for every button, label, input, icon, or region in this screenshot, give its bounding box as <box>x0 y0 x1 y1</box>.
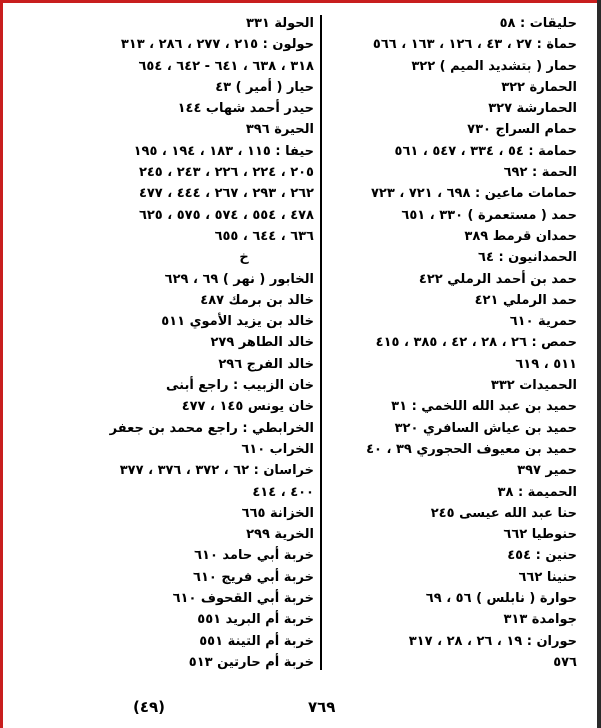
index-entry: حنا عبد الله عيسى ٢٤٥ <box>430 505 577 521</box>
index-entry: خالد الطاهر ٢٧٩ <box>210 335 314 351</box>
index-entry: حميد بن عبد الله اللخمي : ٣١ <box>391 399 577 415</box>
index-entry: حليقات : ٥٨ <box>499 16 577 31</box>
index-entry: حمام السراج ٧٣٠ <box>467 122 577 138</box>
index-entry: ٤٧٨ ، ٥٥٤ ، ٥٧٤ ، ٥٧٥ ، ٦٢٥ <box>138 207 314 223</box>
index-entry: حوارة ( نابلس ) ٥٦ ، ٦٩ <box>425 591 577 607</box>
index-entry: الحميمة : ٣٨ <box>497 484 577 500</box>
index-entry: خربة أم حارتين ٥١٣ <box>188 654 314 670</box>
index-entry: خالد بن برمك ٤٨٧ <box>200 292 314 308</box>
index-entry: ٥١١ ، ٦١٩ <box>515 356 577 372</box>
index-entry: حمدان قرمط ٣٨٩ <box>464 228 577 244</box>
index-entry: حيدر أحمد شهاب ١٤٤ <box>177 101 314 117</box>
index-entry: خان يونس ١٤٥ ، ٤٧٧ <box>181 399 314 415</box>
index-entry: حمير ٣٩٧ <box>517 463 577 479</box>
index-entry: ٦٣٦ ، ٦٤٤ ، ٦٥٥ <box>214 228 314 244</box>
page-number: ٧٦٩ <box>308 698 336 716</box>
index-entry: خربة أم البريد ٥٥١ <box>197 612 314 628</box>
index-entry: ٢٦٢ ، ٢٩٣ ، ٢٦٧ ، ٤٤٤ ، ٤٧٧ <box>138 186 314 202</box>
index-entry: حمار ( بتشديد الميم ) ٣٢٢ <box>411 58 577 74</box>
index-entry: حنين : ٤٥٤ <box>507 548 577 564</box>
index-entry: حيفا : ١١٥ ، ١٨٣ ، ١٩٤ ، ١٩٥ <box>133 143 314 159</box>
index-entry: جوامدة ٣١٣ <box>503 612 577 628</box>
index-entry: ٣١٨ ، ٦٣٨ ، ٦٤١ - ٦٤٢ ، ٦٥٤ <box>138 58 314 74</box>
index-entry: خالد الفرج ٢٩٦ <box>218 356 314 372</box>
index-entry: خربة أبي القحوف ٦١٠ <box>172 591 314 607</box>
index-entry: حميد بن معيوف الحجوري ٣٩ ، ٤٠ <box>366 441 577 457</box>
index-entry: الخراب ٦١٠ <box>241 441 314 457</box>
index-entry: حمص : ٢٦ ، ٢٨ ، ٤٢ ، ٣٨٥ ، ٤١٥ <box>375 335 577 351</box>
index-entry: حوران : ١٩ ، ٢٦ ، ٢٨ ، ٣١٧ <box>408 633 577 649</box>
index-entry: خراسان : ٦٢ ، ٣٧٢ ، ٣٧٦ ، ٣٧٧ <box>119 463 314 479</box>
index-entry: حمرية ٦١٠ <box>509 314 577 330</box>
index-entry: حنوطيا ٦٦٢ <box>503 527 577 543</box>
index-entry: حمامات ماعين : ٦٩٨ ، ٧٢١ ، ٧٢٣ <box>371 186 577 202</box>
index-entry: حماة : ٢٧ ، ٤٣ ، ١٢٦ ، ١٦٣ ، ٥٦٦ <box>372 37 577 53</box>
index-entry: الخرية ٢٩٩ <box>246 527 314 543</box>
index-entry: خربة أم التينة ٥٥١ <box>199 633 314 649</box>
right-column <box>307 13 577 673</box>
index-entry: الحميدات ٣٣٢ <box>490 378 577 394</box>
frame-right-border <box>597 0 601 728</box>
index-entry: ٥٧٦ <box>553 654 577 670</box>
index-entry: ٤٠٠ ، ٤١٤ <box>252 484 314 500</box>
left-column <box>24 13 314 673</box>
index-entry: حمد ( مستعمرة ) ٣٣٠ ، ٦٥١ <box>401 207 577 223</box>
index-entry: الحمة : ٦٩٢ <box>503 165 577 181</box>
index-entry: الحولة ٣٣١ <box>246 16 314 31</box>
index-entry: الحيرة ٣٩٦ <box>245 122 314 138</box>
index-entry: حيار ( أمير ) ٤٣ <box>215 79 314 95</box>
index-entry: حولون : ٢١٥ ، ٢٧٧ ، ٢٨٦ ، ٣١٣ <box>120 37 314 53</box>
index-entry: خان الزبيب : راجع أبنى <box>165 378 314 394</box>
index-entry: الحمدانيون : ٦٤ <box>478 250 577 266</box>
index-entry: خ <box>239 250 249 266</box>
index-entry: خربة أبي فريج ٦١٠ <box>193 569 314 585</box>
index-entry: حميد بن عياش السافري ٣٢٠ <box>394 420 577 436</box>
index-entry: خربة أبي حامد ٦١٠ <box>194 548 314 564</box>
index-entry: حمامة : ٥٤ ، ٣٣٤ ، ٥٤٧ ، ٥٦١ <box>394 143 577 159</box>
index-entry: الحمارة ٣٢٢ <box>501 79 577 95</box>
index-entry: الخزانة ٦٦٥ <box>241 505 314 521</box>
index-entry: الخابور ( نهر ) ٦٩ ، ٦٢٩ <box>164 271 314 287</box>
index-entry: حمد بن أحمد الرملي ٤٢٢ <box>418 271 577 287</box>
scanned-page <box>3 3 597 725</box>
index-entry: الخرابطي : راجع محمد بن جعفر <box>109 420 314 436</box>
section-number: (٤٩) <box>133 698 166 716</box>
index-entry: ٢٠٥ ، ٢٢٤ ، ٢٢٦ ، ٢٤٣ ، ٢٤٥ <box>138 165 314 181</box>
index-entry: حمد الرملي ٤٢١ <box>474 292 577 308</box>
index-entry: الحمارشة ٣٢٧ <box>488 101 577 117</box>
index-entry: خالد بن يزيد الأموي ٥١١ <box>161 314 314 330</box>
index-entry: حنينا ٦٦٢ <box>518 569 577 585</box>
